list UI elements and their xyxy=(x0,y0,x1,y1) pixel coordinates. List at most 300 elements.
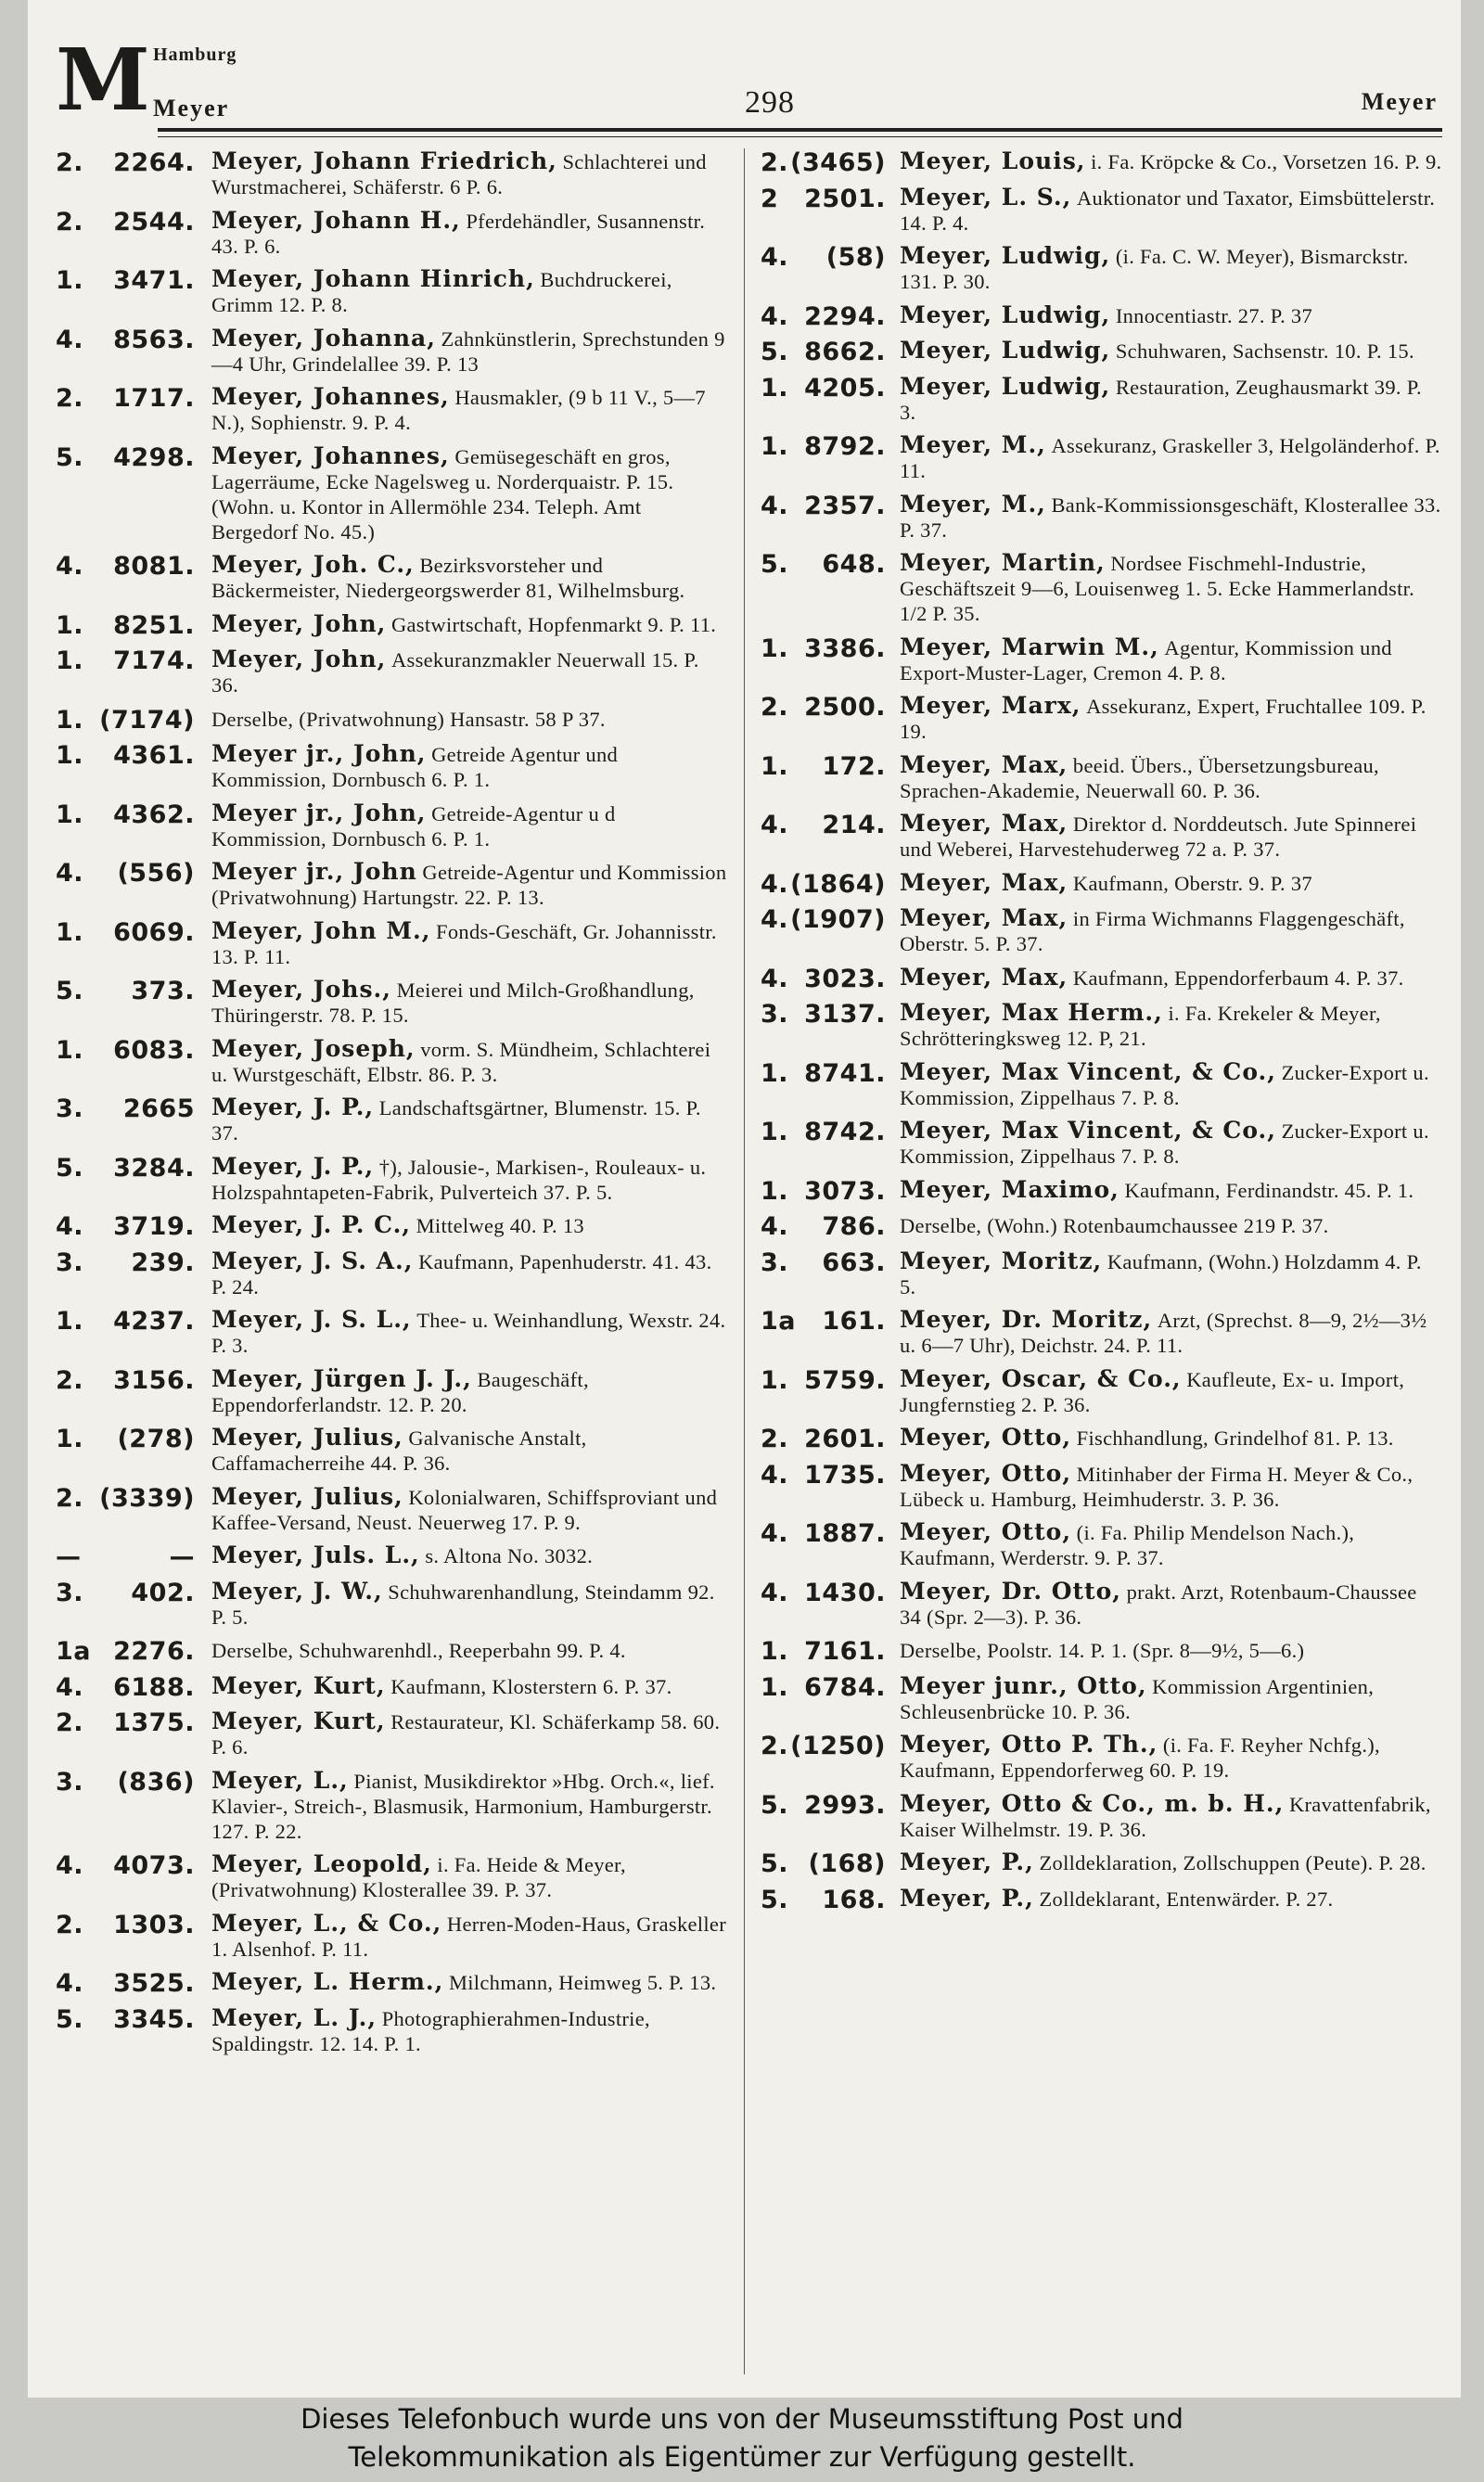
entry-text xyxy=(211,918,728,969)
exchange-area: 2. xyxy=(56,1365,84,1395)
exchange-area: 4. xyxy=(761,1519,789,1548)
directory-entry xyxy=(761,1000,1442,1051)
subscriber-details: Derselbe, (Wohn.) Rotenbaumchaussee 219 P. 37. xyxy=(900,1214,1329,1237)
subscriber-name: Meyer, Louis, xyxy=(900,147,1086,174)
directory-entry xyxy=(761,1732,1442,1783)
directory-entry xyxy=(761,1366,1442,1417)
phone-number xyxy=(56,1851,195,1880)
entry-text xyxy=(900,905,1442,956)
directory-entry xyxy=(761,1673,1442,1724)
exchange-area: 1. xyxy=(56,705,84,735)
entry-text xyxy=(900,1637,1442,1663)
phone-number xyxy=(761,965,886,993)
subscriber-details: Kaufmann, Oberstr. 9. P. 37 xyxy=(1072,871,1312,895)
directory-entry xyxy=(56,1579,728,1630)
subscriber-name: Meyer, John M., xyxy=(211,916,431,944)
directory-entry xyxy=(56,1542,728,1570)
phone-number xyxy=(56,384,195,413)
entry-text xyxy=(900,693,1442,744)
phone-number xyxy=(761,870,886,899)
exchange-area: 5. xyxy=(761,550,789,579)
entry-text xyxy=(211,1911,728,1962)
line-number: 8741. xyxy=(804,1058,886,1088)
phone-number xyxy=(761,492,886,520)
directory-entry xyxy=(761,905,1442,956)
directory-entry xyxy=(56,266,728,317)
exchange-area: 1. xyxy=(761,432,789,461)
phone-number xyxy=(56,800,195,829)
line-number: 2264. xyxy=(113,148,195,177)
exchange-area: 3. xyxy=(56,1094,84,1123)
entry-text xyxy=(900,1849,1442,1875)
exchange-area: 5. xyxy=(761,338,789,366)
exchange-area: 4. xyxy=(56,1672,84,1702)
subscriber-details: Gastwirtschaft, Hopfenmarkt 9. P. 11. xyxy=(390,612,717,636)
subscriber-details: Kaufmann, Papenhuderstr. 41. 43. P. 24. xyxy=(211,1249,712,1299)
entry-text xyxy=(211,1851,728,1902)
subscriber-name: Meyer, Otto, xyxy=(900,1459,1072,1487)
line-number: 2544. xyxy=(113,207,195,237)
entry-text xyxy=(211,800,728,851)
entry-text xyxy=(211,1969,728,1995)
entry-text xyxy=(211,1366,728,1417)
directory-entry xyxy=(761,634,1442,685)
line-number: (168) xyxy=(808,1849,886,1878)
entry-text xyxy=(900,1579,1442,1630)
subscriber-name: Meyer, Juls. L., xyxy=(211,1542,420,1568)
entry-text xyxy=(900,338,1442,364)
directory-entry xyxy=(56,800,728,851)
phone-number xyxy=(56,326,195,354)
exchange-area: 5. xyxy=(56,1153,84,1183)
directory-entry xyxy=(761,338,1442,365)
exchange-area: 2. xyxy=(56,1483,84,1513)
subscriber-details: Kaufmann, (Wohn.) Holzdamm 4. P. 5. xyxy=(900,1249,1422,1299)
entry-text xyxy=(211,326,728,377)
exchange-area: 1. xyxy=(56,800,84,829)
exchange-area: 1. xyxy=(761,1176,789,1206)
left-column xyxy=(56,148,728,2064)
directory-entry xyxy=(56,1307,728,1358)
line-number: (3339) xyxy=(99,1483,195,1513)
subscriber-name: Meyer, Max Vincent, & Co., xyxy=(900,1057,1276,1085)
exchange-area: 3. xyxy=(761,1000,789,1029)
exchange-area: 4. xyxy=(761,243,789,272)
directory-entry xyxy=(56,1969,728,1997)
entry-text xyxy=(211,552,728,603)
entry-text xyxy=(900,634,1442,685)
exchange-area: 2. xyxy=(56,1910,84,1939)
directory-entry xyxy=(761,1886,1442,1913)
line-number: (278) xyxy=(117,1425,195,1453)
subscriber-name: Meyer, Ludwig, xyxy=(900,301,1111,328)
entry-text xyxy=(211,611,728,637)
subscriber-details: Innocentiastr. 27. P. 37 xyxy=(1115,303,1313,327)
subscriber-name: Meyer, Johannes, xyxy=(211,383,450,410)
entry-text xyxy=(211,443,728,544)
subscriber-name: Meyer, M., xyxy=(900,490,1046,518)
subscriber-details: (i. Fa. C. W. Meyer), Bismarckstr. 131. P. 30. xyxy=(900,245,1409,293)
exchange-area: 3. xyxy=(56,1247,84,1277)
footer-line-2: Telekommunikation als Eigentümer zur Verfügung gestellt. xyxy=(348,2441,1136,2473)
subscriber-details: Mittelweg 40. P. 13 xyxy=(416,1214,584,1237)
subscriber-name: Meyer, L., xyxy=(211,1766,349,1794)
subscriber-name: Meyer, Otto & Co., m. b. H., xyxy=(900,1789,1285,1817)
line-number: 6784. xyxy=(804,1672,886,1702)
entry-text xyxy=(211,1542,728,1568)
header-rule-thick xyxy=(158,128,1442,132)
exchange-area: 1. xyxy=(761,751,789,781)
subscriber-details: Schuhwaren, Sachsenstr. 10. P. 15. xyxy=(1115,339,1414,363)
line-number: (1250) xyxy=(790,1732,886,1760)
entry-text xyxy=(211,1579,728,1630)
line-number: 172. xyxy=(822,751,886,781)
line-number: 4237. xyxy=(113,1307,195,1336)
phone-number xyxy=(761,1886,886,1914)
subscriber-name: Meyer, Julius, xyxy=(211,1424,403,1451)
directory-entry xyxy=(761,148,1442,176)
exchange-area: 4. xyxy=(761,491,789,520)
line-number: (556) xyxy=(117,859,195,888)
exchange-area: 4. xyxy=(761,301,789,331)
line-number: 4205. xyxy=(804,373,886,403)
exchange-area: 3. xyxy=(56,1767,84,1797)
exchange-area: 4. xyxy=(761,1578,789,1607)
directory-entry xyxy=(761,1579,1442,1630)
line-number: 7174. xyxy=(113,646,195,675)
phone-number xyxy=(56,148,195,177)
line-number: 1717. xyxy=(113,384,195,413)
directory-entry xyxy=(761,1519,1442,1570)
subscriber-details: Kaufmann, Eppendorferbaum 4. P. 37. xyxy=(1072,966,1404,990)
line-number: 2993. xyxy=(804,1790,886,1820)
entry-text xyxy=(900,1366,1442,1417)
directory-entry xyxy=(56,1851,728,1902)
subscriber-name: Meyer, J. P., xyxy=(211,1094,375,1120)
subscriber-details: Restaurateur, Kl. Schäferkamp 58. 60. P. 6. xyxy=(211,1710,721,1759)
right-column xyxy=(761,148,1442,1921)
directory-entry xyxy=(761,870,1442,898)
subscriber-details: Galvanische Anstalt, Caffamacherreihe 44. P. 36. xyxy=(211,1427,587,1475)
subscriber-details: Zolldeklaration, Zollschuppen (Peute). P. 28. xyxy=(1039,1851,1426,1874)
footer-notice xyxy=(0,2398,1484,2482)
line-number: (58) xyxy=(825,243,886,272)
subscriber-name: Meyer, Johannes, xyxy=(211,441,450,469)
directory-entry xyxy=(56,1484,728,1535)
line-number: 6083. xyxy=(113,1035,195,1065)
line-number: 7161. xyxy=(804,1637,886,1666)
subscriber-details: Derselbe, Schuhwarenhdl., Reeperbahn 99. P. 4. xyxy=(211,1639,626,1662)
entry-text xyxy=(900,1461,1442,1512)
phone-number xyxy=(761,432,886,461)
directory-entry xyxy=(56,1154,728,1205)
phone-number xyxy=(56,1637,195,1666)
entry-text xyxy=(900,492,1442,543)
subscriber-name: Meyer, Otto P. Th., xyxy=(900,1731,1158,1758)
entry-text xyxy=(900,1177,1442,1203)
line-number: 2500. xyxy=(804,693,886,722)
exchange-area: 2 xyxy=(761,184,779,213)
phone-number xyxy=(761,243,886,272)
line-number: 8251. xyxy=(113,610,195,640)
exchange-area: 1. xyxy=(761,1058,789,1088)
phone-number xyxy=(761,1177,886,1206)
directory-entry xyxy=(761,1177,1442,1205)
section-letter: M xyxy=(56,30,150,130)
exchange-area: 1. xyxy=(56,917,84,947)
subscriber-name: Meyer, L. J., xyxy=(211,2003,377,2031)
phone-number xyxy=(761,752,886,781)
line-number: 1887. xyxy=(804,1519,886,1548)
phone-number xyxy=(56,611,195,640)
directory-entry xyxy=(56,1425,728,1476)
entry-text xyxy=(211,1248,728,1299)
subscriber-details: Photographierahmen-Industrie, Spaldingstr. 12. 14. P. 1. xyxy=(211,2006,650,2055)
subscriber-name: Meyer, Max, xyxy=(900,750,1068,778)
line-number: 3345. xyxy=(113,2004,195,2034)
directory-entry xyxy=(761,965,1442,992)
page-number: 298 xyxy=(745,85,795,120)
line-number: (3465) xyxy=(790,148,886,177)
directory-entry xyxy=(761,492,1442,543)
entry-text xyxy=(211,859,728,910)
exchange-area: 4. xyxy=(56,859,84,888)
entry-text xyxy=(211,2005,728,2056)
exchange-area: 4. xyxy=(761,869,789,899)
subscriber-name: Meyer, Ludwig, xyxy=(900,372,1111,400)
line-number: 4362. xyxy=(113,800,195,829)
directory-entry xyxy=(761,1118,1442,1169)
header-right-name: Meyer xyxy=(1361,88,1438,115)
subscriber-name: Meyer, Oscar, & Co., xyxy=(900,1364,1182,1392)
phone-number xyxy=(56,1542,195,1571)
phone-number xyxy=(761,1461,886,1490)
directory-entry xyxy=(761,243,1442,294)
entry-text xyxy=(211,1154,728,1205)
subscriber-details: i. Fa. Heide & Meyer, (Privatwohnung) Klosterallee 39. P. 37. xyxy=(211,1853,626,1901)
line-number: 6069. xyxy=(113,917,195,947)
exchange-area: 4. xyxy=(761,964,789,993)
subscriber-details: Milchmann, Heimweg 5. P. 13. xyxy=(448,1971,717,1994)
subscriber-name: Meyer, Dr. Otto, xyxy=(900,1577,1121,1605)
phone-number xyxy=(761,148,886,177)
phone-number xyxy=(56,706,195,735)
subscriber-details: in Firma Wichmanns Flaggengeschäft, Oberstr. 5. P. 37. xyxy=(900,907,1405,955)
subscriber-name: Meyer, Marwin M., xyxy=(900,633,1159,660)
entry-text xyxy=(900,148,1442,174)
subscriber-name: Meyer, Johs., xyxy=(211,976,391,1003)
phone-number xyxy=(56,2005,195,2034)
line-number: 214. xyxy=(822,811,886,839)
exchange-area: 2. xyxy=(761,693,789,722)
subscriber-details: Schuhwarenhandlung, Steindamm 92. P. 5. xyxy=(211,1580,715,1629)
exchange-area: 4. xyxy=(56,1969,84,1998)
line-number: 8563. xyxy=(113,325,195,354)
exchange-area: — xyxy=(56,1542,82,1571)
phone-number xyxy=(56,1969,195,1998)
directory-entry xyxy=(761,1307,1442,1358)
subscriber-details: Restauration, Zeughausmarkt 39. P. 3. xyxy=(900,375,1422,424)
subscriber-name: Meyer, Kurt, xyxy=(211,1671,386,1699)
subscriber-details: †), Jalousie-, Markisen-, Rouleaux- u. Holzspahntapeten-Fabrik, Pulverteich 37. P. 5. xyxy=(211,1155,707,1204)
directory-entry xyxy=(56,1768,728,1844)
exchange-area: 1. xyxy=(56,1425,84,1453)
subscriber-name: Meyer, Leopold, xyxy=(211,1850,432,1877)
subscriber-details: i. Fa. Kröpcke & Co., Vorsetzen 16. P. 9. xyxy=(1091,150,1442,173)
directory-entry xyxy=(56,1673,728,1701)
entry-text xyxy=(211,741,728,792)
subscriber-details: Pferdehändler, Susannenstr. 43. P. 6. xyxy=(211,209,706,258)
line-number: 2357. xyxy=(804,491,886,520)
line-number: 3137. xyxy=(804,1000,886,1029)
exchange-area: 5. xyxy=(761,1790,789,1820)
subscriber-name: Meyer, Moritz, xyxy=(900,1247,1103,1274)
exchange-area: 4. xyxy=(761,905,789,934)
line-number: 6188. xyxy=(113,1672,195,1702)
directory-entry xyxy=(761,693,1442,744)
directory-entry xyxy=(56,552,728,603)
line-number: 2601. xyxy=(804,1425,886,1453)
directory-entry xyxy=(56,1911,728,1962)
phone-number xyxy=(761,338,886,366)
directory-entry xyxy=(56,208,728,259)
phone-number xyxy=(761,693,886,722)
line-number: 4073. xyxy=(113,1851,195,1880)
subscriber-details: Auktionator und Taxator, Eimsbüttelerstr. 14. P. 4. xyxy=(900,186,1436,235)
phone-number xyxy=(56,266,195,295)
entry-text xyxy=(211,1094,728,1145)
subscriber-name: Meyer, Dr. Moritz, xyxy=(900,1306,1153,1333)
subscriber-details: Gemüsegeschäft en gros, Lagerräume, Ecke Nagelsweg u. Norderquaistr. P. 15. (Wohn. u. Kontor in Allermöhle 234. Teleph. Amt Bergedorf No. 45.) xyxy=(211,444,674,544)
exchange-area: 1. xyxy=(761,1637,789,1666)
subscriber-name: Meyer, J. S. A., xyxy=(211,1247,414,1274)
subscriber-details: Zucker-Export u. Kommission, Zippelhaus 7. P. 8. xyxy=(900,1060,1429,1109)
phone-number xyxy=(761,1637,886,1666)
directory-entry xyxy=(761,1425,1442,1452)
line-number: 5759. xyxy=(804,1365,886,1395)
line-number: 8081. xyxy=(113,552,195,581)
subscriber-name: Meyer, John, xyxy=(211,609,387,637)
exchange-area: 2. xyxy=(56,1708,84,1737)
subscriber-details: Derselbe, Poolstr. 14. P. 1. (Spr. 8—9½, 5—6.) xyxy=(900,1639,1305,1662)
subscriber-name: Meyer jr., John, xyxy=(211,799,427,826)
subscriber-name: Meyer, J. S. L., xyxy=(211,1306,412,1333)
directory-entry xyxy=(56,384,728,435)
line-number: 239. xyxy=(131,1247,195,1277)
exchange-area: 1. xyxy=(56,1307,84,1336)
line-number: (7174) xyxy=(99,705,195,735)
entry-text xyxy=(900,1732,1442,1783)
entry-text xyxy=(900,1118,1442,1169)
directory-entry xyxy=(56,2005,728,2056)
entry-text xyxy=(211,384,728,435)
line-number: (1864) xyxy=(790,869,886,899)
subscriber-details: Thee- u. Weinhandlung, Wexstr. 24. P. 3. xyxy=(211,1309,726,1357)
subscriber-name: Meyer, Ludwig, xyxy=(900,242,1111,269)
phone-number xyxy=(56,1307,195,1336)
phone-number xyxy=(761,550,886,579)
line-number: 1735. xyxy=(804,1460,886,1490)
phone-number xyxy=(761,1791,886,1820)
directory-page xyxy=(28,0,1461,2398)
line-number: 3471. xyxy=(113,266,195,295)
subscriber-name: Meyer, P., xyxy=(900,1884,1034,1912)
subscriber-name: Meyer, Johann Friedrich, xyxy=(211,147,557,174)
phone-number xyxy=(761,1519,886,1548)
subscriber-details: Landschaftsgärtner, Blumenstr. 15. P. 37. xyxy=(211,1096,701,1145)
exchange-area: 1. xyxy=(761,373,789,403)
phone-number xyxy=(56,1911,195,1939)
subscriber-details: Assekuranz, Expert, Fruchtallee 109. P. 19. xyxy=(900,695,1426,743)
entry-text xyxy=(900,1791,1442,1842)
entry-text xyxy=(211,977,728,1028)
phone-number xyxy=(761,1248,886,1277)
phone-number xyxy=(56,1248,195,1277)
subscriber-details: Getreide-Agentur u d Kommission, Dornbusch 6. P. 1. xyxy=(211,801,616,851)
phone-number xyxy=(761,1307,886,1336)
line-number: 4298. xyxy=(113,442,195,472)
line-number: 161. xyxy=(822,1307,886,1336)
subscriber-details: Agentur, Kommission und Export-Muster-Lager, Cremon 4. P. 8. xyxy=(900,635,1392,684)
line-number: — xyxy=(169,1542,195,1571)
phone-number xyxy=(761,634,886,663)
directory-entry xyxy=(56,326,728,377)
column-divider xyxy=(744,148,745,2374)
line-number: 3525. xyxy=(113,1969,195,1998)
subscriber-details: Getreide Agentur und Kommission, Dornbusch 6. P. 1. xyxy=(211,743,619,791)
subscriber-name: Meyer, Johanna, xyxy=(211,324,436,352)
subscriber-details: Meierei und Milch-Großhandlung, Thüringerstr. 78. P. 15. xyxy=(211,979,695,1027)
entry-text xyxy=(211,208,728,259)
phone-number xyxy=(761,1118,886,1146)
phone-number xyxy=(761,185,886,213)
entry-text xyxy=(211,1768,728,1844)
entry-text xyxy=(211,1708,728,1759)
phone-number xyxy=(761,1732,886,1760)
entry-text xyxy=(900,752,1442,803)
exchange-area: 1. xyxy=(56,741,84,770)
subscriber-details: vorm. S. Mündheim, Schlachterei u. Wurstgeschäft, Elbstr. 86. P. 3. xyxy=(211,1037,711,1086)
subscriber-name: Meyer, Marx, xyxy=(900,692,1081,719)
directory-entry xyxy=(56,1708,728,1759)
exchange-area: 2. xyxy=(56,148,84,177)
subscriber-name: Meyer, M., xyxy=(900,431,1046,458)
phone-number xyxy=(761,1849,886,1878)
subscriber-details: (i. Fa. Philip Mendelson Nach.), Kaufmann, Werderstr. 9. P. 37. xyxy=(900,1521,1355,1569)
subscriber-name: Meyer, Joh. C., xyxy=(211,551,415,578)
entry-text xyxy=(900,1886,1442,1912)
entry-text xyxy=(900,1519,1442,1570)
subscriber-details: Fischhandlung, Grindelhof 81. P. 13. xyxy=(1076,1427,1394,1450)
exchange-area: 5. xyxy=(761,1885,789,1914)
line-number: 2276. xyxy=(113,1637,195,1666)
phone-number xyxy=(56,1366,195,1395)
exchange-area: 4. xyxy=(56,552,84,581)
subscriber-name: Meyer, L., & Co., xyxy=(211,1909,442,1937)
exchange-area: 2. xyxy=(761,1732,789,1760)
subscriber-details: Bank-Kommissionsgeschäft, Klosterallee 33. P. 37. xyxy=(900,493,1441,542)
subscriber-name: Meyer, J. P. C., xyxy=(211,1211,411,1238)
subscriber-details: Baugeschäft, Eppendorferlandstr. 12. P. 20. xyxy=(211,1367,589,1416)
entry-text xyxy=(900,1425,1442,1451)
line-number: 3284. xyxy=(113,1153,195,1183)
directory-entry xyxy=(761,302,1442,330)
subscriber-name: Meyer, P., xyxy=(900,1849,1034,1875)
subscriber-name: Meyer, Joseph, xyxy=(211,1034,416,1062)
line-number: 1303. xyxy=(113,1910,195,1939)
directory-entry xyxy=(761,185,1442,236)
subscriber-details: Zucker-Export u. Kommission, Zippelhaus 7. P. 8. xyxy=(900,1119,1429,1168)
